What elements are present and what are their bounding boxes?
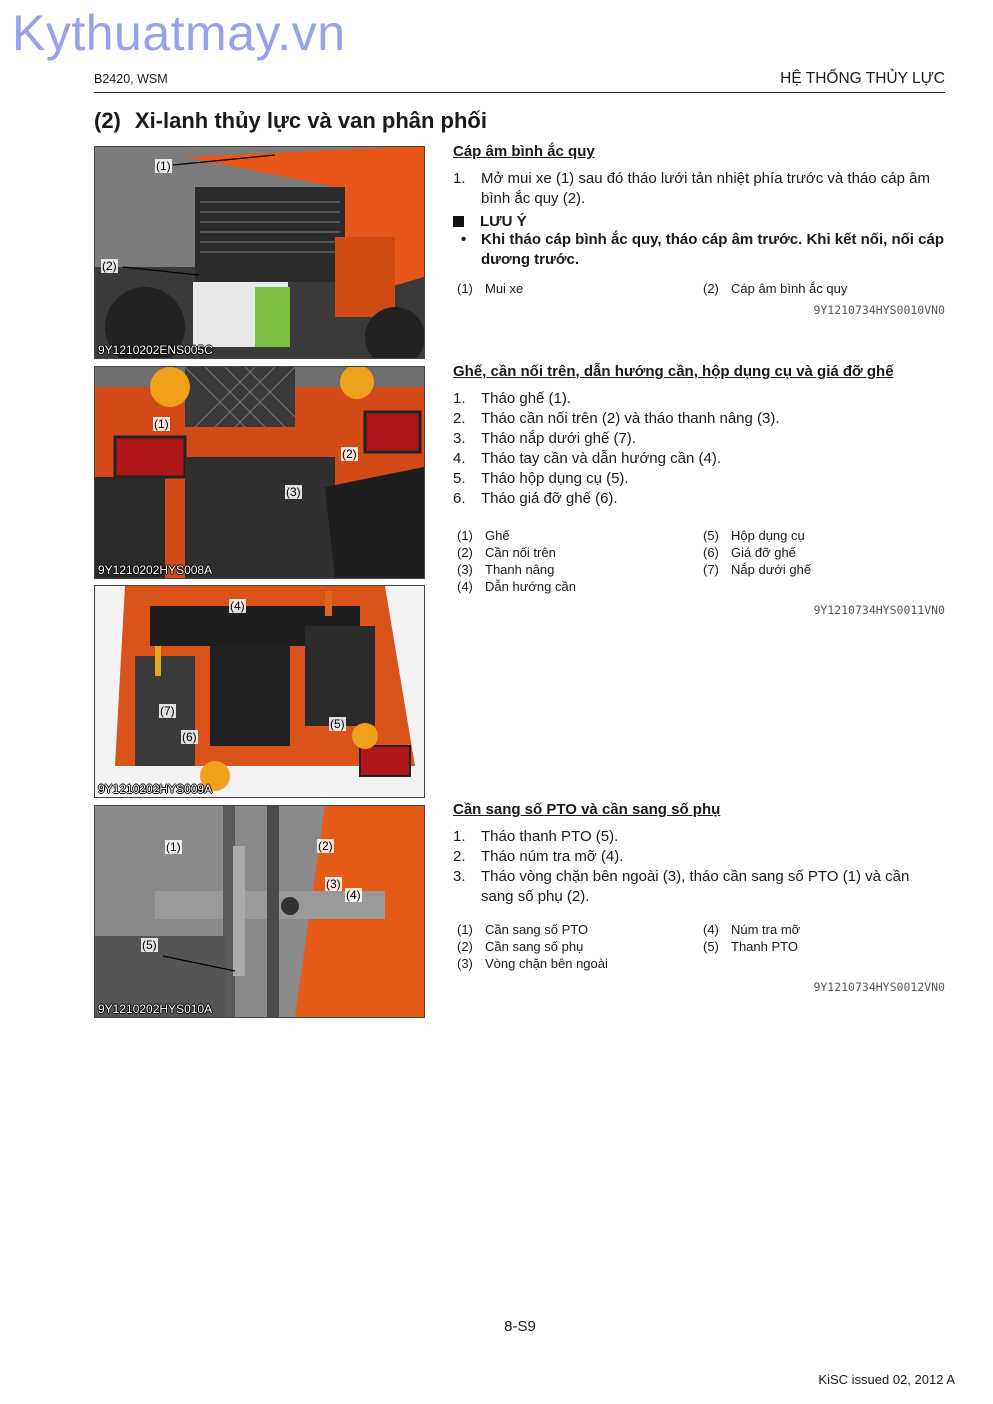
legend-item: (1) Ghế xyxy=(457,528,510,543)
legend-item: (3) Vòng chặn bên ngoài xyxy=(457,956,608,971)
header-model: B2420, WSM xyxy=(94,72,168,86)
block-title: Ghế, cần nối trên, dẫn hướng cần, hộp dụng cụ và giá đỡ ghế xyxy=(453,363,894,380)
block-title: Cáp âm bình ắc quy xyxy=(453,143,595,160)
section-number: (2) xyxy=(94,108,121,133)
step-item: 3. Tháo nắp dưới ghế (7). xyxy=(453,430,636,447)
doc-code: 9Y1210734HYS0010VN0 xyxy=(813,303,945,317)
note-text: • Khi tháo cáp bình ắc quy, tháo cáp âm trước. Khi kết nối, nối cáp dương trước. xyxy=(461,231,944,268)
callout-7: (7) xyxy=(160,704,175,718)
legend-item: (5) Hộp dụng cụ xyxy=(703,528,805,543)
step-item: 2. Tháo cần nối trên (2) và tháo thanh nâng (3). xyxy=(453,410,780,427)
step-item: 5. Tháo hộp dụng cụ (5). xyxy=(453,470,629,487)
doc-code: 9Y1210734HYS0012VN0 xyxy=(813,980,945,994)
callout-4: (4) xyxy=(230,599,245,613)
figure-battery-illustration xyxy=(95,147,424,358)
legend-item: (7) Nắp dưới ghế xyxy=(703,562,812,577)
block-title: Cần sang số PTO và cần sang số phụ xyxy=(453,801,721,818)
legend-item: (2) Cáp âm bình ắc quy xyxy=(703,281,848,296)
legend-item: (6) Giá đỡ ghế xyxy=(703,545,796,560)
legend xyxy=(453,280,945,297)
legend xyxy=(453,921,945,972)
bullet-icon: • xyxy=(461,231,467,248)
step-item: 2. Tháo núm tra mỡ (4). xyxy=(453,848,624,865)
callout-1: (1) xyxy=(154,417,169,431)
step-item: 6. Tháo giá đỡ ghế (6). xyxy=(453,490,618,507)
section-title-text: Xi-lanh thủy lực và van phân phối xyxy=(134,108,487,133)
figure-pto-illustration xyxy=(95,806,424,1017)
figure-levers xyxy=(94,585,425,798)
header-rule xyxy=(94,92,945,93)
step-item: 1. Tháo ghế (1). xyxy=(453,390,572,407)
pto-lever-block xyxy=(453,801,945,994)
seat-block xyxy=(453,363,945,617)
legend-item: (5) Thanh PTO xyxy=(703,939,798,954)
legend-item: (1) Mui xe xyxy=(457,281,524,296)
site-watermark: Kythuatmay.vn xyxy=(12,5,346,61)
figure-caption: 9Y1210202ENS005C xyxy=(98,343,213,357)
legend-item: (4) Núm tra mỡ xyxy=(703,922,801,937)
callout-2: (2) xyxy=(342,447,357,461)
note-square-icon xyxy=(453,216,464,227)
step-item: 1. Tháo thanh PTO (5). xyxy=(453,828,619,845)
callout-3: (3) xyxy=(286,485,301,499)
header-chapter: HỆ THỐNG THỦY LỰC xyxy=(780,70,945,87)
note-heading: LƯU Ý xyxy=(453,213,945,230)
callout-6: (6) xyxy=(182,730,197,744)
callout-3: (3) xyxy=(326,877,341,891)
battery-cable-block xyxy=(453,143,945,317)
legend-item: (1) Cần sang số PTO xyxy=(457,922,589,937)
figure-battery xyxy=(94,146,425,359)
callout-1: (1) xyxy=(166,840,181,854)
figure-seat-illustration xyxy=(95,367,424,578)
callout-2: (2) xyxy=(318,839,333,853)
callout-5: (5) xyxy=(330,717,345,731)
legend-item: (2) Cần sang số phụ xyxy=(457,939,584,954)
legend xyxy=(453,527,945,595)
figure-seat xyxy=(94,366,425,579)
callout-4: (4) xyxy=(346,888,361,902)
callout-1: (1) xyxy=(156,159,171,173)
page-number: 8-S9 xyxy=(504,1318,536,1335)
step-item: 3. Tháo vòng chặn bên ngoài (3), tháo cần sang số PTO (1) và cần sang số phụ (2). xyxy=(453,868,910,905)
step-list xyxy=(453,169,945,209)
legend-item: (3) Thanh nâng xyxy=(457,562,555,577)
step-item: 4. Tháo tay cần và dẫn hướng cần (4). xyxy=(453,450,722,467)
figure-levers-illustration xyxy=(95,586,424,797)
figure-pto xyxy=(94,805,425,1018)
step-item: 1. Mở mui xe (1) sau đó tháo lưới tản nhiệt phía trước và tháo cáp âm bình ắc quy (2). xyxy=(453,170,930,207)
callout-2: (2) xyxy=(102,259,117,273)
section-title xyxy=(94,108,487,134)
footer-issue: KiSC issued 02, 2012 A xyxy=(818,1372,955,1387)
step-list xyxy=(453,827,945,907)
figure-caption: 9Y1210202HYS009A xyxy=(98,782,213,796)
legend-item: (2) Cần nối trên xyxy=(457,545,556,560)
doc-code: 9Y1210734HYS0011VN0 xyxy=(813,603,945,617)
step-list xyxy=(453,389,945,509)
legend-item: (4) Dẫn hướng cần xyxy=(457,579,576,594)
figure-caption: 9Y1210202HYS010A xyxy=(98,1002,213,1016)
callout-5: (5) xyxy=(142,938,157,952)
figure-caption: 9Y1210202HYS008A xyxy=(98,563,213,577)
